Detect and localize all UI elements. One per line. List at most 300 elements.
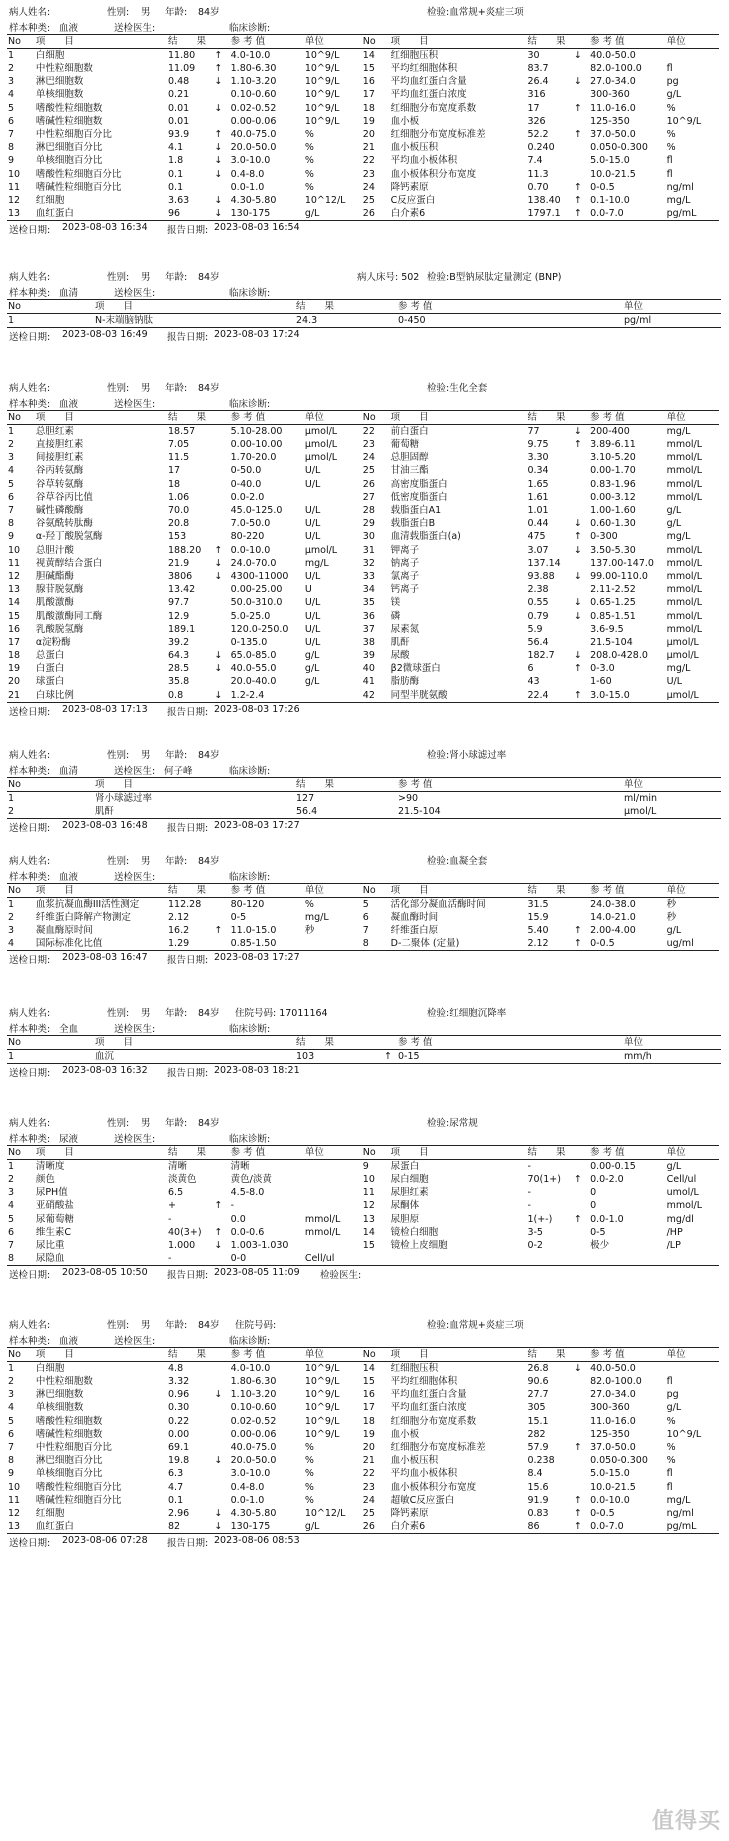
cell-result: 2.12 (527, 938, 549, 950)
cell-ref: 清晰 (230, 1161, 250, 1172)
cell-ref: 4.5-8.0 (230, 1187, 265, 1199)
cell-item: 红细胞压积 (390, 50, 439, 61)
send-date-value: 2023-08-03 16:34 (62, 222, 148, 234)
cell-no: 24 (362, 1494, 375, 1506)
column-header-item: 项 目 (390, 1349, 429, 1360)
cell-no: 10 (362, 1174, 375, 1186)
cell-no: 23 (362, 439, 375, 451)
cell-no: 2 (8, 63, 15, 75)
cell-unit: mmol/L (666, 1200, 703, 1212)
cell-ref: 1.00-1.60 (590, 505, 636, 517)
cell-flag: ↑ (214, 1200, 223, 1212)
cell-flag (213, 609, 229, 622)
cell-ref: 黄色/淡黄 (230, 1174, 272, 1186)
extra-info: 病人床号: 502 (357, 272, 420, 283)
cell-result: 3.32 (168, 1376, 190, 1388)
results-table (7, 883, 719, 951)
table-row (7, 1507, 719, 1520)
column-header-flag (573, 411, 589, 425)
age-value: 84岁 (198, 1008, 220, 1019)
cell-result: 1.06 (168, 491, 190, 503)
report-block (7, 851, 719, 966)
cell-item: 尿蛋白 (390, 1161, 420, 1172)
cell-item: 血小板体积分布宽度 (390, 168, 477, 180)
cell-item: 凝血酶原时间 (35, 925, 93, 937)
cell-flag (213, 898, 229, 912)
cell-unit: mg/L (304, 557, 329, 569)
cell-ref: 0.4-8.0 (230, 168, 265, 180)
cell-item: 肌酸激酶 (35, 597, 74, 609)
cell-unit: 10^12/L (304, 1507, 346, 1519)
cell-no: 5 (8, 478, 15, 490)
report-footer (7, 221, 719, 236)
cell-item: 谷氨酰转肽酶 (35, 518, 93, 530)
cell-result: 282 (527, 1428, 546, 1440)
cell-result: 0.22 (168, 1415, 190, 1427)
cell-result: 316 (527, 89, 546, 101)
patient-name-label: 病人姓名: (9, 750, 51, 761)
cell-unit: U/L (304, 531, 321, 543)
cell-result: 4.8 (168, 1363, 184, 1374)
column-header-flag (383, 778, 397, 792)
cell-unit: % (304, 129, 314, 141)
cell-no: 10 (8, 1481, 21, 1493)
cell-result: 138.40 (527, 194, 561, 206)
cell-ref: 极少 (590, 1240, 610, 1252)
cell-unit: % (666, 1415, 676, 1427)
table-row (7, 115, 719, 128)
diagnosis-label: 临床诊断: (229, 766, 271, 777)
cell-flag (213, 1441, 229, 1454)
cell-ref: 27.0-34.0 (590, 76, 636, 88)
cell-no: 20 (362, 129, 375, 141)
diagnosis-label: 临床诊断: (229, 1134, 271, 1145)
table-row (7, 609, 719, 622)
age-value: 84岁 (198, 272, 220, 283)
cell-no: 8 (8, 142, 15, 154)
report-subheader (7, 18, 719, 34)
cell-flag: ↓ (573, 610, 582, 622)
cell-result: 11.3 (527, 168, 549, 180)
cell-result: 90.6 (527, 1376, 549, 1388)
cell-flag (573, 491, 589, 504)
cell-ref: 0-5 (230, 912, 247, 924)
report-subheader (7, 1019, 719, 1035)
cell-result: 1(+-) (527, 1213, 553, 1225)
cell-flag (573, 583, 589, 596)
report-header (7, 851, 719, 867)
cell-unit (666, 49, 719, 63)
cell-ref: 11.0-15.0 (230, 925, 277, 937)
age-label: 年龄: (165, 750, 188, 761)
cell-ref: 125-350 (590, 115, 630, 127)
cell-result: 17 (168, 465, 181, 477)
cell-flag: ↓ (214, 142, 223, 154)
cell-result: 11.5 (168, 452, 190, 464)
column-header-no: No (8, 412, 21, 423)
cell-item: 间接胆红素 (35, 452, 84, 464)
cell-no: 35 (362, 597, 375, 609)
age-label: 年龄: (165, 383, 188, 394)
cell-result: 1.65 (527, 478, 549, 490)
cell-unit: ng/ml (666, 1507, 694, 1519)
cell-no: 29 (362, 518, 375, 530)
cell-ref: 4.0-10.0 (230, 1363, 271, 1374)
cell-result: 96 (168, 208, 181, 220)
cell-unit (304, 937, 362, 951)
table-row (7, 530, 719, 543)
cell-unit: /HP (666, 1226, 683, 1238)
cell-ref: 1.10-3.20 (230, 1389, 277, 1401)
table-row (7, 1520, 719, 1534)
column-header-item: 项 目 (35, 885, 74, 896)
report-date-value: 2023-08-03 17:24 (214, 329, 300, 340)
cell-result: 4.7 (168, 1481, 184, 1493)
cell-ref: 0.0-1.0 (590, 1213, 624, 1225)
column-header-flag (573, 884, 589, 898)
cell-unit: pg/mL (666, 208, 697, 220)
column-header-ref: 参 考 值 (590, 36, 625, 47)
cell-result: 7.4 (527, 155, 543, 167)
cell-ref: 4.30-5.80 (230, 194, 277, 206)
cell-item: 血小板 (390, 1428, 420, 1440)
cell-no: 2 (8, 1376, 15, 1388)
sample-type-label: 样本种类: (9, 766, 51, 777)
cell-flag: ↓ (573, 518, 582, 530)
cell-unit: μmol/L (624, 806, 657, 817)
cell-item: 单核细胞数 (35, 89, 84, 101)
cell-flag: ↑ (573, 208, 582, 220)
cell-flag (213, 438, 229, 451)
cell-flag: ↑ (573, 1213, 582, 1225)
cell-flag: ↑ (573, 1442, 582, 1454)
cell-result: 15.1 (527, 1415, 549, 1427)
cell-result: 6.5 (168, 1187, 184, 1199)
cell-no: 17 (362, 89, 375, 101)
cell-result: 4.1 (168, 142, 184, 154)
cell-flag: ↓ (214, 168, 223, 180)
cell-unit (304, 491, 362, 504)
cell-flag: ↓ (214, 76, 223, 88)
report-header (7, 2, 719, 18)
column-header-result: 结 果 (296, 779, 335, 790)
cell-ref: 0.050-0.300 (590, 142, 648, 154)
cell-ref: 0.00-3.12 (590, 491, 636, 503)
cell-unit (666, 1362, 719, 1376)
cell-item: 乳酸脱氢酶 (35, 623, 84, 635)
table-row (7, 1467, 719, 1480)
cell-unit: μmol/L (304, 452, 338, 464)
cell-no: 17 (8, 636, 21, 648)
column-header-unit: 单位 (304, 1349, 324, 1360)
cell-unit: μmol/L (666, 636, 699, 648)
cell-item: 嗜酸性粒细胞百分比 (35, 168, 122, 180)
cell-item: 载脂蛋白A1 (390, 505, 442, 517)
sample-type-value: 全血 (59, 1024, 79, 1035)
table-row (7, 1213, 719, 1226)
gender-value: 男 (141, 383, 151, 394)
cell-unit: 10^9/L (304, 1428, 340, 1440)
cell-unit: fl (666, 63, 673, 75)
cell-result: 8.4 (527, 1468, 543, 1480)
table-row (7, 1226, 719, 1239)
send-date-label: 送检日期: (9, 955, 51, 967)
column-header-unit: 单位 (666, 1147, 686, 1158)
cell-ref: 27.0-34.0 (590, 1389, 636, 1401)
cell-item: 单核细胞百分比 (35, 155, 103, 167)
cell-ref: 200-400 (590, 426, 630, 437)
cell-ref: 5.0-15.0 (590, 155, 630, 167)
cell-result: 0.83 (527, 1507, 549, 1519)
cell-item: 尿比重 (35, 1240, 65, 1252)
report-footer (7, 1534, 719, 1549)
cell-flag (573, 1252, 589, 1266)
cell-item: 白球比例 (35, 689, 74, 701)
sample-type-value: 尿液 (59, 1134, 79, 1145)
cell-result: 93.9 (168, 129, 190, 141)
cell-item: α-羟丁酸脱氢酶 (35, 531, 103, 543)
cell-flag: ↑ (573, 1521, 582, 1533)
sample-type-value: 血液 (59, 399, 79, 410)
cell-result: 0.70 (527, 181, 549, 193)
cell-result: 0.01 (168, 115, 190, 127)
table-row (7, 583, 719, 596)
cell-ref: 0.83-1.96 (590, 478, 636, 490)
cell-ref: 14.0-21.0 (590, 912, 636, 924)
cell-item: 白细胞 (35, 1363, 65, 1374)
table-row (7, 62, 719, 75)
cell-item: 血小板压积 (390, 1455, 439, 1467)
column-header-unit: 单位 (666, 885, 686, 896)
age-value: 84岁 (198, 856, 220, 867)
cell-unit: mmol/L (666, 610, 703, 622)
cell-result: 11.80 (168, 50, 196, 61)
column-header-no: No (362, 36, 376, 47)
cell-result: 11.09 (168, 63, 196, 75)
results-table (7, 410, 719, 703)
cell-result: 6 (527, 663, 534, 675)
cell-ref: 300-360 (590, 89, 630, 101)
test-name: 检验:肾小球滤过率 (427, 750, 507, 761)
cell-ref: 0.60-1.30 (590, 518, 636, 530)
cell-no: 23 (362, 168, 375, 180)
cell-unit (304, 1186, 362, 1199)
cell-flag: ↓ (214, 557, 223, 569)
cell-no: 1 (8, 899, 15, 910)
cell-flag (213, 478, 229, 491)
cell-result: 17 (527, 102, 540, 114)
cell-unit: pg (666, 76, 679, 88)
cell-item: 尿酸 (390, 650, 410, 662)
column-header-item: 项 目 (390, 885, 429, 896)
patient-name-label: 病人姓名: (9, 1118, 51, 1129)
cell-item: 中性粒细胞数 (35, 1376, 93, 1388)
cell-unit: 10^9/L (304, 63, 340, 75)
cell-unit: mg/L (666, 194, 691, 206)
cell-no: 9 (8, 1468, 15, 1480)
test-name: 检验:生化全套 (427, 383, 488, 394)
cell-item: 视黄醇结合蛋白 (35, 557, 103, 569)
cell-flag: ↓ (573, 76, 582, 88)
cell-no: 5 (8, 102, 15, 114)
cell-no: 1 (8, 1161, 15, 1172)
cell-flag (383, 805, 397, 819)
cell-ref: 4.30-5.80 (230, 1507, 277, 1519)
cell-no: 25 (362, 1507, 375, 1519)
cell-flag: ↓ (573, 570, 582, 582)
cell-flag: ↓ (573, 426, 582, 437)
cell-flag: ↑ (573, 531, 582, 543)
cell-ref: 4300-11000 (230, 570, 289, 582)
column-header-item: 项 目 (35, 412, 74, 423)
cell-no: 16 (362, 76, 375, 88)
cell-no: 5 (362, 899, 369, 910)
cell-result: 26.8 (527, 1363, 549, 1374)
cell-item: 红细胞分布宽度系数 (390, 1415, 477, 1427)
cell-no: 2 (8, 1174, 15, 1186)
extra-info: 住院号码: 17011164 (235, 1008, 328, 1019)
cell-no: 2 (8, 439, 15, 451)
cell-flag (213, 623, 229, 636)
cell-unit: mg/L (666, 531, 691, 543)
cell-unit: 10^9/L (666, 115, 702, 127)
table-row (7, 675, 719, 688)
cell-unit: 10^9/L (304, 1363, 340, 1374)
cell-result: 0.240 (527, 142, 555, 154)
cell-no: 11 (8, 557, 21, 569)
cell-flag: ↑ (573, 129, 582, 141)
cell-item: 肌酐 (95, 806, 115, 817)
column-header-no: No (8, 1037, 21, 1048)
cell-ref: 1.10-3.20 (230, 76, 277, 88)
cell-result: 27.7 (527, 1389, 549, 1401)
gender-value: 男 (141, 272, 151, 283)
cell-no: 16 (8, 623, 21, 635)
cell-ref: 40.0-50.0 (590, 1363, 636, 1374)
cell-no: 32 (362, 557, 375, 569)
cell-flag (213, 517, 229, 530)
cell-no: 8 (362, 938, 369, 950)
table-row (7, 1388, 719, 1401)
cell-unit: μmol/L (304, 544, 338, 556)
cell-ref: 11.0-16.0 (590, 1415, 636, 1427)
sample-type-value: 血清 (59, 288, 79, 299)
cell-ref: 2.00-4.00 (590, 925, 636, 937)
cell-item: 白蛋白 (35, 663, 65, 675)
cell-result: 3.30 (527, 452, 549, 464)
cell-ref: 80-220 (230, 531, 265, 543)
cell-result: 5.9 (527, 623, 543, 635)
cell-item: 总胆汁酸 (35, 544, 74, 556)
age-label: 年龄: (165, 7, 188, 18)
cell-result: 2.96 (168, 1507, 190, 1519)
cell-no: 16 (362, 1389, 375, 1401)
column-header-item: 项 目 (95, 301, 134, 312)
column-header-unit: 单位 (624, 1037, 644, 1048)
cell-result: 305 (527, 1402, 546, 1414)
patient-name-label: 病人姓名: (9, 1008, 51, 1019)
cell-flag (213, 425, 229, 439)
age-label: 年龄: (165, 1118, 188, 1129)
cell-item: 维生素C (35, 1226, 71, 1238)
cell-unit: ml/min (624, 793, 658, 804)
column-header-flag (213, 884, 229, 898)
cell-result: 97.7 (168, 597, 190, 609)
cell-unit: g/L (304, 1521, 320, 1533)
cell-unit: U/L (304, 570, 321, 582)
cell-result: 153 (168, 531, 187, 543)
report-date-value: 2023-08-05 11:09 (214, 1267, 300, 1279)
diagnosis-label: 临床诊断: (229, 1024, 271, 1035)
cell-no: 3 (8, 1389, 15, 1401)
cell-no: 14 (362, 1363, 375, 1374)
cell-unit: % (304, 899, 314, 910)
column-header-ref: 参 考 值 (590, 1349, 625, 1360)
cell-item: 肾小球滤过率 (95, 793, 153, 804)
cell-result: 1.8 (168, 155, 184, 167)
cell-item: 腺苷脱氨酶 (35, 584, 84, 596)
column-header-ref: 参 考 值 (230, 1147, 266, 1158)
cell-item: 谷草谷丙比值 (35, 491, 93, 503)
cell-ref: 1-60 (590, 676, 612, 688)
cell-flag (573, 451, 589, 464)
cell-ref: 0-0 (230, 1253, 247, 1265)
cell-flag (213, 504, 229, 517)
cell-result: 0.55 (527, 597, 549, 609)
cell-unit: 10^9/L (304, 115, 340, 127)
column-header-no: No (8, 779, 21, 790)
cell-result: 26.4 (527, 76, 549, 88)
cell-no: 10 (8, 544, 21, 556)
gender-label: 性别: (107, 7, 130, 18)
cell-item: 平均血红蛋白含量 (390, 1389, 467, 1401)
cell-unit: pg (666, 1389, 679, 1401)
send-date-value: 2023-08-03 16:49 (62, 329, 148, 340)
cell-no: 14 (362, 50, 375, 61)
cell-no: 33 (362, 570, 375, 582)
cell-no: 18 (362, 1415, 375, 1427)
cell-item: 单核细胞百分比 (35, 1468, 103, 1480)
cell-result: 0-2 (527, 1240, 543, 1252)
cell-no: 26 (362, 208, 375, 220)
cell-item: 血小板压积 (390, 142, 439, 154)
cell-unit: mg/L (666, 1494, 691, 1506)
cell-item: 凝血酶时间 (390, 912, 439, 924)
cell-flag (213, 1375, 229, 1388)
report-header (7, 1315, 719, 1331)
table-row (7, 1454, 719, 1467)
cell-no: 6 (8, 491, 15, 503)
column-header-ref: 参 考 值 (398, 1037, 433, 1048)
report-subheader (7, 1331, 719, 1347)
cell-ref: 3.6-9.5 (590, 623, 624, 635)
test-name: 检验:血凝全套 (427, 856, 488, 867)
cell-item: 红细胞分布宽度标准差 (390, 129, 486, 141)
cell-item: 平均血小板体积 (390, 1468, 458, 1480)
cell-no: 11 (8, 1494, 21, 1506)
column-header-result: 结 果 (527, 412, 566, 423)
report-subheader (7, 867, 719, 883)
cell-item: 平均红细胞体积 (390, 63, 458, 75)
table-row (7, 1186, 719, 1199)
cell-unit: % (666, 142, 676, 154)
cell-unit: 秒 (304, 925, 315, 937)
cell-unit: % (304, 1442, 314, 1454)
cell-result: 3.63 (168, 194, 190, 206)
cell-unit: g/L (304, 663, 320, 675)
cell-ref: - (230, 1200, 235, 1212)
cell-no: 8 (8, 518, 15, 530)
